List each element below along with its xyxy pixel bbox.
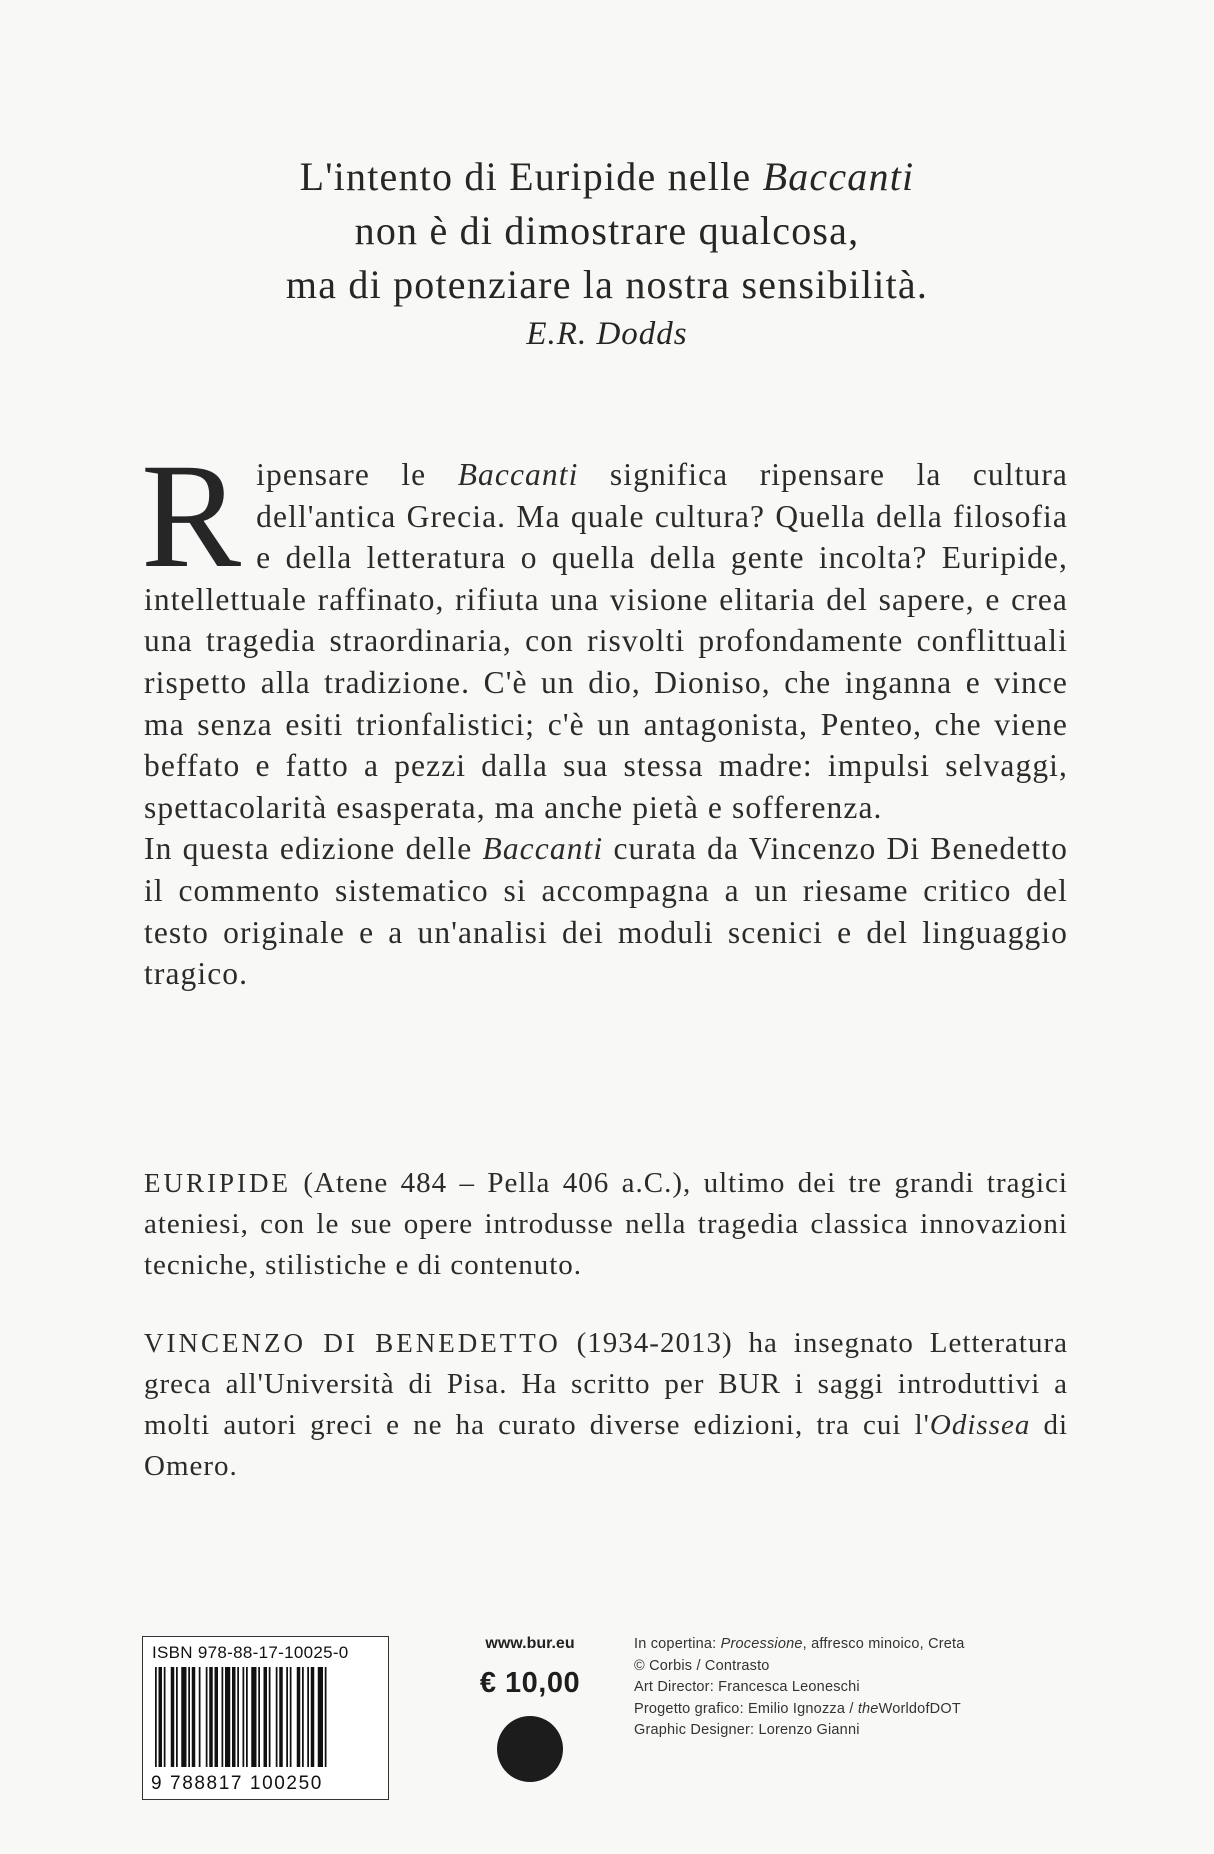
credit-design-b: WorldofDOT xyxy=(878,1700,961,1717)
bio-name-euripide: EURIPIDE xyxy=(144,1168,291,1198)
barcode-bar xyxy=(176,1667,178,1767)
quote-line-1-title: Baccanti xyxy=(762,154,915,199)
epigraph-quote xyxy=(0,150,1214,356)
barcode-bar xyxy=(318,1667,323,1767)
barcode-bar xyxy=(225,1667,230,1767)
barcode-bar xyxy=(286,1667,288,1767)
barcode-bar xyxy=(302,1667,304,1767)
blurb-p2-title: Baccanti xyxy=(482,831,604,867)
blurb-p1-a: ipensare le xyxy=(256,457,458,492)
barcode-bar xyxy=(232,1667,236,1767)
bio-text-di-benedetto-a: (1934-2013) ha insegnato Letteratura greca all'Università di Pisa. Ha scritto per BUR i saggi introduttivi a molti autori greci e ne ha curato diverse edizioni, tra cui l' xyxy=(144,1327,1068,1441)
barcode-bar xyxy=(276,1667,278,1767)
credit-cover-title: Processione xyxy=(720,1636,803,1652)
price-block xyxy=(455,1635,605,1782)
quote-author: E.R. Dodds xyxy=(526,316,688,352)
credit-graphic-designer: Graphic Designer: Lorenzo Gianni xyxy=(634,1722,860,1738)
barcode-bar xyxy=(206,1667,208,1767)
isbn-label: ISBN 978-88-17-10025-0 xyxy=(152,1643,349,1662)
barcode-digits: 9 788817 100250 xyxy=(151,1773,323,1794)
barcode-bar xyxy=(164,1667,166,1767)
barcode-bar xyxy=(159,1667,163,1767)
barcode-bar xyxy=(171,1667,175,1767)
dropcap: R xyxy=(141,433,243,599)
quote-line-1-text: L'intento di Euripide nelle xyxy=(299,154,763,199)
barcode-bar xyxy=(279,1667,283,1767)
quote-line-2: non è di dimostrare qualcosa, xyxy=(354,208,860,253)
barcode-icon xyxy=(153,1667,378,1767)
bio-text-di-benedetto-b: di Omero. xyxy=(144,1409,1068,1482)
barcode-bar xyxy=(181,1667,186,1767)
barcode-bar xyxy=(209,1667,213,1767)
barcode-bar xyxy=(325,1667,327,1767)
credit-photo: © Corbis / Contrasto xyxy=(634,1657,770,1674)
publisher-url: www.bur.eu xyxy=(485,1635,575,1652)
barcode-bar xyxy=(192,1667,196,1767)
editor-bio-di-benedetto xyxy=(144,1323,1068,1487)
barcode-bar xyxy=(251,1667,256,1767)
blurb-paragraph-1 xyxy=(144,454,1068,828)
blurb-p1-title: Baccanti xyxy=(457,457,579,492)
barcode-bar xyxy=(215,1667,219,1767)
author-bio-euripide xyxy=(144,1163,1068,1286)
credit-design xyxy=(634,1699,1154,1721)
cover-credits xyxy=(634,1634,1154,1742)
barcode-bar xyxy=(290,1667,292,1767)
barcode-bar xyxy=(199,1667,201,1767)
barcode-bar xyxy=(311,1667,315,1767)
barcode-bar xyxy=(243,1667,245,1767)
blurb-paragraph-2 xyxy=(144,828,1068,994)
bio-name-di-benedetto: VINCENZO DI BENEDETTO xyxy=(144,1328,561,1358)
barcode-bar xyxy=(258,1667,260,1767)
barcode-bar xyxy=(307,1667,309,1767)
credit-design-a: Progetto grafico: Emilio Ignozza / xyxy=(634,1700,858,1717)
barcode-bar xyxy=(237,1667,239,1767)
blurb-p2-a: In questa edizione delle xyxy=(144,831,483,867)
bio-title-odissea: Odissea xyxy=(929,1409,1031,1441)
blurb-p1-b: significa ripensare la cultura dell'antica Grecia. Ma quale cultura? Quella della filosofia e della letteratura o quella della gente incolta? Euripide, intellettuale raffinato, rifiuta una visione elitaria del sapere, e crea una tragedia straordinaria, con risvolti profondamente conflittuali rispetto alla tradizione. C'è un dio, Dioniso, che inganna e vince ma senza esiti trionfalistici; c'è un antagonista, Penteo, che viene beffato e fatto a pezzi dalla sua stessa madre: impulsi selvaggi, spettacolarità esasperata, ma anche pietà e sofferenza. xyxy=(144,457,1068,825)
blurb xyxy=(141,433,1068,995)
barcode-bar xyxy=(297,1667,301,1767)
isbn-barcode xyxy=(142,1636,389,1800)
barcode-bar xyxy=(246,1667,248,1767)
credit-design-em: the xyxy=(857,1700,879,1717)
barcode-bar xyxy=(264,1667,268,1767)
quote-line-3: ma di potenziare la nostra sensibilità. xyxy=(285,262,929,307)
credit-art-director: Art Director: Francesca Leoneschi xyxy=(634,1679,860,1695)
price: € 10,00 xyxy=(479,1667,581,1699)
barcode-bar xyxy=(222,1667,224,1767)
quote-line-1 xyxy=(0,150,1214,204)
barcode-bar xyxy=(188,1667,190,1767)
barcode-bar xyxy=(269,1667,271,1767)
credit-cover-a: In copertina: xyxy=(634,1636,721,1652)
credit-cover xyxy=(634,1634,1154,1656)
credit-cover-b: , affresco minoico, Creta xyxy=(802,1636,965,1652)
black-dot-icon xyxy=(497,1716,563,1782)
bio-text-euripide: (Atene 484 – Pella 406 a.C.), ultimo dei tre grandi tragici ateniesi, con le sue opere introdusse nella tragedia classica innovazioni tecniche, stilistiche e di contenuto. xyxy=(144,1167,1068,1281)
blurb-p2-b: curata da Vincenzo Di Benedetto il commento sistematico si accompagna a un riesame critico del testo originale e a un'analisi dei moduli scenici e del linguaggio tragico. xyxy=(144,831,1068,992)
barcode-bar xyxy=(155,1667,157,1767)
